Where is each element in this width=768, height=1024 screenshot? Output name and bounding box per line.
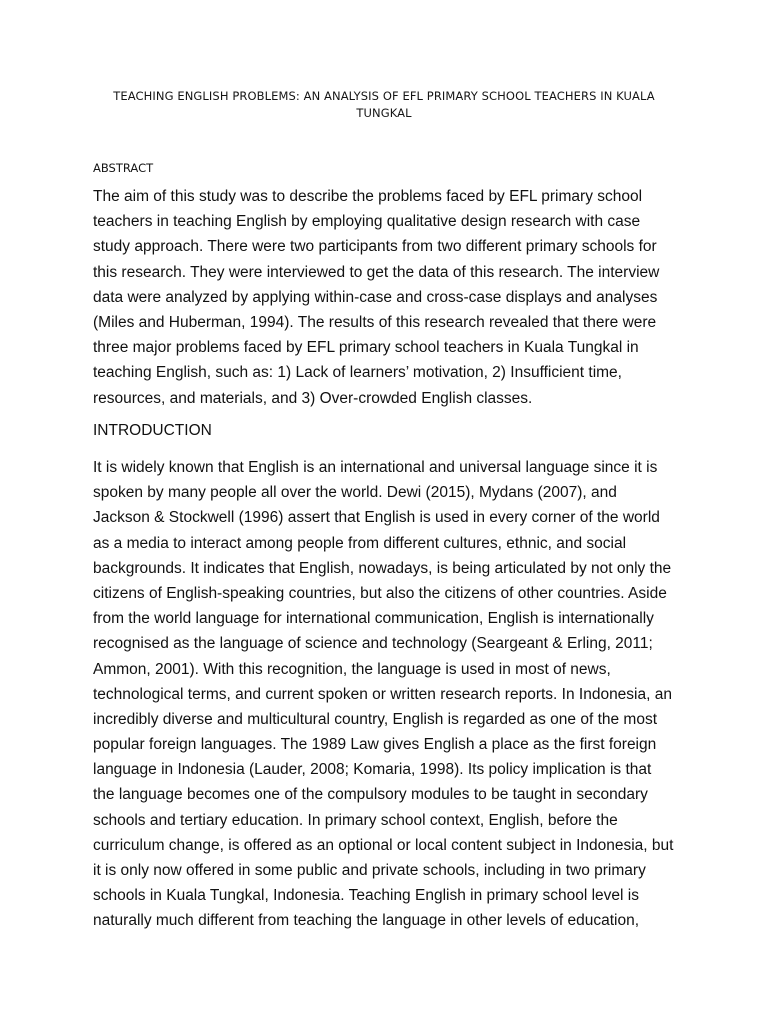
- abstract-line: teachers in teaching English by employing qualitative design research with case: [93, 213, 641, 231]
- introduction-line: schools and tertiary education. In primary school context, English, before the: [93, 811, 618, 829]
- abstract-line: The aim of this study was to describe the problems faced by EFL primary school: [93, 188, 643, 205]
- introduction-heading: INTRODUCTION: [93, 422, 212, 439]
- abstract-line: this research. They were interviewed to get the data of this research. The interview: [93, 263, 660, 281]
- introduction-line: backgrounds. It indicates that English, nowadays, is being articulated by not only the: [93, 559, 672, 577]
- abstract-line: data were analyzed by applying within-case and cross-case displays and analyses: [93, 288, 658, 306]
- introduction-line: schools in Kuala Tungkal, Indonesia. Teaching English in primary school level is: [93, 887, 639, 905]
- paper-title-line: TEACHING ENGLISH PROBLEMS: AN ANALYSIS OF EFL PRIMARY SCHOOL TEACHERS IN KUALA: [113, 89, 655, 103]
- paper-title: [110, 88, 658, 122]
- abstract-line: resources, and materials, and 3) Over-crowded English classes.: [93, 389, 533, 407]
- abstract-line: teaching English, such as: 1) Lack of learners’ motivation, 2) Insufficient time,: [93, 364, 622, 382]
- paper-title-line: TUNGKAL: [356, 106, 412, 120]
- abstract-line: (Miles and Huberman, 1994). The results of this research revealed that there were: [93, 313, 657, 331]
- introduction-line: Ammon, 2001). With this recognition, the language is used in most of news,: [93, 660, 611, 678]
- introduction-line: from the world language for international communication, English is internationally: [93, 610, 654, 628]
- introduction-line: language in Indonesia (Lauder, 2008; Komaria, 1998). Its policy implication is that: [93, 761, 652, 779]
- abstract-heading: ABSTRACT: [93, 161, 154, 175]
- introduction-body: [93, 455, 683, 934]
- introduction-line: as a media to interact among people from different cultures, ethnic, and social: [93, 534, 627, 552]
- introduction-line: it is only now offered in some public and private schools, including in two primary: [93, 862, 646, 879]
- introduction-line: Jackson & Stockwell (1996) assert that English is used in every corner of the world: [93, 509, 660, 527]
- introduction-line: naturally much different from teaching the language in other levels of education,: [93, 912, 639, 930]
- abstract-line: three major problems faced by EFL primary school teachers in Kuala Tungkal in: [93, 339, 639, 357]
- introduction-line: incredibly diverse and multicultural country, English is regarded as one of the most: [93, 710, 658, 728]
- introduction-line: spoken by many people all over the world. Dewi (2015), Mydans (2007), and: [93, 484, 617, 502]
- introduction-line: technological terms, and current spoken or written research reports. In Indonesia, an: [93, 685, 672, 703]
- introduction-line: citizens of English-speaking countries, but also the citizens of other countries. Aside: [93, 584, 667, 602]
- abstract-line: study approach. There were two participants from two different primary schools for: [93, 238, 657, 256]
- introduction-line: the language becomes one of the compulsory modules to be taught in secondary: [93, 786, 648, 804]
- introduction-line: curriculum change, is offered as an optional or local content subject in Indonesia, but: [93, 836, 674, 854]
- introduction-line: It is widely known that English is an international and universal language since it is: [93, 459, 658, 476]
- abstract-body: [93, 184, 683, 411]
- introduction-line: recognised as the language of science and technology (Seargeant & Erling, 2011;: [93, 635, 653, 653]
- introduction-line: popular foreign languages. The 1989 Law gives English a place as the first foreign: [93, 736, 657, 754]
